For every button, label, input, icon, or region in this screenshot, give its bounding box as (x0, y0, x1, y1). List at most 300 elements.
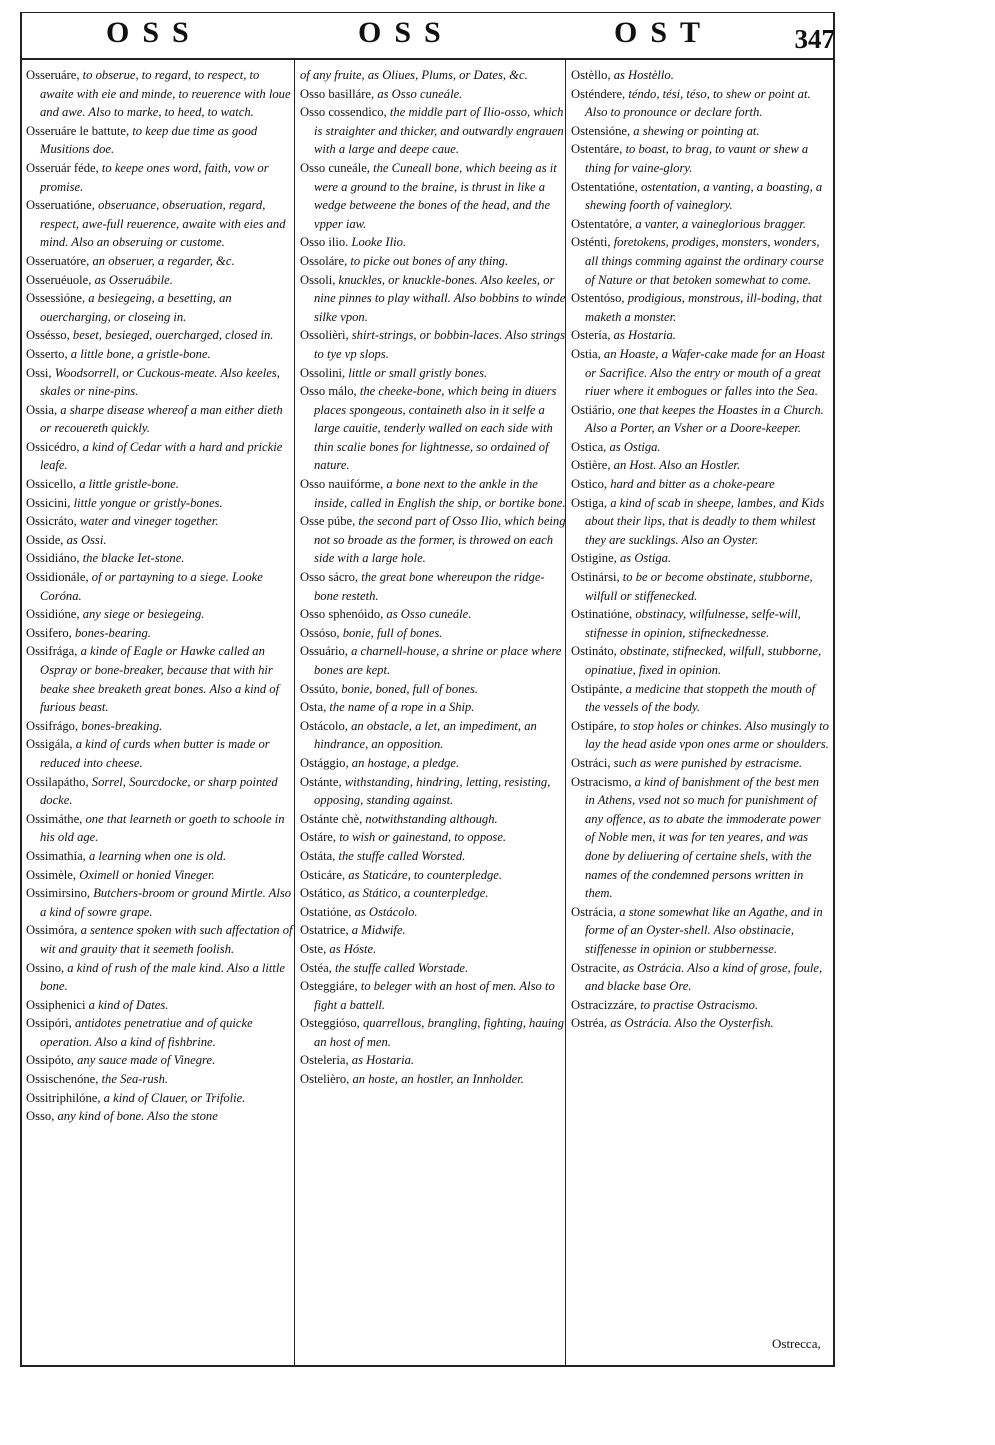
dictionary-entry (26, 642, 294, 716)
entry-headword: Osso sácro, (300, 570, 359, 585)
dictionary-entry (26, 549, 294, 568)
entry-headword: Osteggiáre, (300, 979, 358, 994)
entry-headword: Ostéa, (300, 960, 332, 975)
entry-headword: Ossipóto, (26, 1053, 74, 1068)
dictionary-entry (26, 810, 294, 847)
column-1 (26, 66, 294, 1126)
entry-definition: a besiegeing, a besetting, an ouercharging, or closeing in. (40, 291, 232, 324)
dictionary-entry (300, 940, 568, 959)
dictionary-entry (300, 810, 568, 829)
dictionary-entry (571, 773, 831, 903)
entry-definition: of or partayning to a siege. Looke Coróna. (40, 570, 263, 603)
entry-definition: little or small gristly bones. (348, 365, 488, 380)
entry-definition: a stone somewhat like an Agathe, and in forme of an Oyster-shell. Also obstinacie, stiffenesse in opinion or stubbernesse. (585, 904, 823, 956)
entry-definition: as Hostaria. (351, 1053, 415, 1068)
dictionary-entry (26, 159, 294, 196)
dictionary-entry (571, 475, 831, 494)
entry-headword: Osseruáre le battute, (26, 123, 130, 138)
entry-headword: Ostipánte, (571, 681, 623, 696)
entry-definition: as Hostèllo. (613, 68, 674, 82)
entry-headword: Osso basilláre, (300, 86, 375, 101)
entry-definition: an Host. Also an Hostler. (613, 458, 741, 473)
entry-definition: a kind of rush of the male kind. Also a little bone. (40, 960, 285, 994)
dictionary-entry (26, 438, 294, 475)
dictionary-entry (26, 1051, 294, 1070)
entry-definition: a kind of scab in sheepe, lambes, and Kids about their lips, that is deadly to them whilest they are sucklings. Also an Oyster. (585, 495, 825, 547)
entry-definition: as Hóste. (329, 941, 377, 956)
entry-headword: Ostatióne, (300, 904, 352, 919)
entry-headword: Ossidióne, (26, 607, 80, 622)
entry-definition: as Hostaria. (613, 328, 676, 343)
entry-headword: Osso, (26, 1109, 55, 1124)
entry-headword: Ostático, (300, 886, 346, 901)
entry-headword: Osteggióso, (300, 1016, 360, 1031)
entry-definition: a little bone, a gristle-bone. (70, 346, 211, 361)
dictionary-entry (26, 531, 294, 550)
entry-headword: Ossimáthe, (26, 811, 83, 826)
entry-headword: Osseruáre, (26, 68, 80, 82)
dictionary-entry (300, 159, 568, 233)
dictionary-entry (26, 401, 294, 438)
entry-headword: Osseruár féde, (26, 160, 99, 175)
entry-definition: a medicine that stoppeth the mouth of the vessels of the body. (585, 681, 816, 715)
dictionary-entry (571, 494, 831, 550)
entry-definition: as Osso cuneále. (386, 607, 472, 622)
entry-definition: knuckles, or knuckle-bones. Also keeles, or nine pinnes to play withall. Also bobbins to winde silke vpon. (314, 272, 566, 324)
dictionary-entry (26, 717, 294, 736)
entry-headword: Osso sphenóido, (300, 607, 384, 622)
dictionary-entry (26, 921, 294, 958)
dictionary-entry (571, 401, 831, 438)
entry-headword: Osticáre, (300, 867, 346, 882)
entry-definition: as Ostácolo. (354, 904, 418, 919)
entry-headword: Ostigine, (571, 551, 617, 566)
entry-headword: Ossidiáno, (26, 551, 80, 566)
dictionary-entry (300, 475, 568, 512)
entry-definition: as Ostiga. (609, 439, 661, 454)
dictionary-entry (571, 996, 831, 1015)
header-bottom-rule (20, 58, 835, 60)
dictionary-entry (26, 568, 294, 605)
column-3 (571, 66, 831, 1033)
entry-headword: Ostréa, (571, 1016, 608, 1031)
dictionary-entry (26, 289, 294, 326)
entry-definition: the great bone whereupon the ridge-bone resteth. (314, 570, 545, 603)
entry-definition: as Staticáre, to counterpledge. (348, 867, 503, 882)
dictionary-entry (300, 828, 568, 847)
entry-definition: ostentation, a vanting, a boasting, a shewing foorth of vaineglory. (585, 179, 823, 213)
entry-definition: Looke Ilio. (351, 235, 407, 250)
column-rule-1 (294, 60, 295, 1365)
entry-definition: to wish or gainestand, to oppose. (339, 830, 507, 845)
entry-headword: Ossifrága, (26, 644, 78, 659)
dictionary-entry (26, 1014, 294, 1051)
dictionary-entry (300, 103, 568, 159)
entry-definition: hard and bitter as a choke-peare (610, 477, 775, 492)
entry-definition: an obseruer, a regarder, &c. (92, 253, 235, 268)
dictionary-entry (26, 494, 294, 513)
entry-headword: Ostiga, (571, 495, 608, 510)
entry-headword: Ostinatióne, (571, 607, 633, 622)
entry-definition: an obstacle, a let, an impediment, an hindrance, an opposition. (314, 718, 537, 752)
dictionary-entry (300, 1014, 568, 1051)
dictionary-entry (571, 549, 831, 568)
entry-headword: Ostáre, (300, 830, 337, 845)
dictionary-entry (26, 475, 294, 494)
dictionary-entry (26, 122, 294, 159)
entry-headword: Ossésso, (26, 328, 70, 343)
entry-headword: Osso nauifórme, (300, 477, 384, 492)
entry-headword: Ossino, (26, 960, 65, 975)
entry-definition: a shewing or pointing at. (633, 123, 760, 138)
dictionary-entry (571, 438, 831, 457)
dictionary-entry (26, 847, 294, 866)
dictionary-entry (26, 252, 294, 271)
entry-headword: Ossicráto, (26, 514, 77, 529)
dictionary-entry (300, 884, 568, 903)
entry-headword: Ostráci, (571, 755, 611, 770)
dictionary-entry (571, 680, 831, 717)
entry-headword: Ostácolo, (300, 718, 348, 733)
dictionary-entry (300, 66, 568, 85)
entry-headword: Ostinársi, (571, 570, 620, 585)
entry-headword: Osse púbe, (300, 514, 356, 529)
entry-headword: Ostrácia, (571, 904, 617, 919)
column-2 (300, 66, 568, 1089)
dictionary-entry (300, 642, 568, 679)
entry-headword: Ostentáre, (571, 142, 623, 157)
dictionary-entry (26, 196, 294, 252)
dictionary-entry (571, 122, 831, 141)
dictionary-entry (571, 85, 831, 122)
entry-headword: Ossischenóne, (26, 1072, 99, 1087)
entry-definition: an hostage, a pledge. (351, 755, 460, 770)
entry-headword: Ostánte, (300, 774, 342, 789)
dictionary-entry (300, 866, 568, 885)
entry-headword: Ossimathía, (26, 848, 86, 863)
entry-definition: to boast, to brag, to vaunt or shew a thing for vaine-glory. (585, 142, 809, 175)
dictionary-entry (571, 66, 831, 85)
entry-headword: Ostico, (571, 477, 608, 492)
entry-definition: as Osseruábile. (94, 272, 173, 287)
dictionary-entry (571, 1014, 831, 1033)
entry-definition: a bone next to the ankle in the inside, called in English the ship, or bortike bone. (314, 477, 566, 510)
outer-right-rule (833, 12, 835, 1367)
entry-definition: as Ostiga. (619, 551, 672, 566)
entry-headword: Ostería, (571, 328, 611, 343)
entry-definition: to stop holes or chinkes. Also musingly to lay the head aside vpon ones arme or shoulders. (585, 718, 829, 752)
entry-headword: Ostentatióne, (571, 179, 638, 194)
entry-headword: Ossifero, (26, 625, 72, 640)
entry-headword: Ossolièri, (300, 328, 349, 343)
dictionary-entry (571, 345, 831, 401)
entry-headword: Ostiário, (571, 402, 615, 417)
entry-headword: Ossidionále, (26, 570, 89, 585)
entry-headword: Ossi, (26, 365, 52, 380)
entry-definition: to practise Ostracismo. (640, 997, 759, 1012)
dictionary-entry (300, 568, 568, 605)
entry-definition: to beleger with an host of men. Also to fight a battell. (314, 979, 555, 1012)
entry-headword: Oste, (300, 941, 327, 956)
dictionary-entry (571, 178, 831, 215)
entry-headword: Ossia, (26, 402, 58, 417)
entry-definition: the stuffe called Worsted. (338, 848, 466, 863)
entry-definition: any sauce made of Vinegre. (77, 1053, 216, 1068)
entry-definition: a Midwife. (351, 923, 406, 938)
dictionary-entry (300, 605, 568, 624)
entry-definition: obstinacy, wilfulnesse, selfe-will, stifnesse in opinion, stifneckednesse. (585, 607, 801, 640)
entry-headword: Ostica, (571, 439, 607, 454)
entry-headword: Osso málo, (300, 384, 357, 399)
entry-headword: Ossifrágo, (26, 718, 79, 733)
entry-headword: Ostière, (571, 458, 611, 473)
entry-definition: a vanter, a vaineglorious bragger. (635, 216, 807, 231)
dictionary-entry (300, 959, 568, 978)
dictionary-entry (571, 903, 831, 959)
dictionary-entry (300, 512, 568, 568)
entry-definition: water and vineger together. (79, 514, 219, 529)
entry-headword: Ostáta, (300, 848, 336, 863)
page-number: 347 (794, 24, 835, 54)
entry-definition: Butchers-broom or ground Mirtle. Also a kind of sowre grape. (40, 886, 292, 919)
dictionary-entry (26, 1089, 294, 1108)
entry-definition: a little gristle-bone. (79, 477, 179, 492)
dictionary-entry (300, 624, 568, 643)
dictionary-entry (300, 382, 568, 475)
entry-definition: one that learneth or goeth to schoole in his old age. (40, 811, 285, 845)
entry-headword: Ossitriphilóne, (26, 1090, 101, 1105)
entry-headword: Ossiphenici (26, 997, 86, 1012)
entry-definition: of any fruite, as Oliues, Plums, or Dates, &c. (300, 68, 528, 82)
dictionary-entry (26, 512, 294, 531)
dictionary-entry (300, 717, 568, 754)
dictionary-entry (300, 326, 568, 363)
entry-headword: Ossicédro, (26, 439, 80, 454)
entry-definition: the blacke Iet-stone. (82, 551, 185, 566)
dictionary-entry (571, 568, 831, 605)
entry-definition: a learning when one is old. (88, 848, 227, 863)
entry-headword: Ossipóri, (26, 1016, 72, 1031)
entry-headword: Ossimèle, (26, 867, 77, 882)
entry-definition: quarrellous, brangling, fighting, hauing an host of men. (314, 1016, 565, 1049)
entry-headword: Ossóso, (300, 625, 340, 640)
entry-definition: to keepe ones word, faith, vow or promise. (40, 160, 269, 194)
entry-definition: prodigious, monstrous, ill-boding, that maketh a monster. (585, 291, 822, 324)
entry-definition: a charnell-house, a shrine or place where bones are kept. (314, 644, 562, 677)
entry-definition: as Osso cuneále. (377, 86, 463, 101)
dictionary-entry (571, 456, 831, 475)
entry-definition: bones-breaking. (81, 718, 163, 733)
dictionary-entry (300, 680, 568, 699)
entry-definition: a kind of Dates. (88, 997, 169, 1012)
dictionary-entry (300, 233, 568, 252)
entry-headword: Osso ilio. (300, 235, 349, 250)
entry-definition: such as were punished by estracisme. (613, 755, 803, 770)
entry-definition: an Hoaste, a Wafer-cake made for an Hoast or Sacrifice. Also the entry or mouth of a great riuer where it embogues or falles into the Sea. (585, 346, 825, 399)
entry-definition: as Ostrácia. Also the Oysterfish. (610, 1016, 774, 1031)
dictionary-entry (300, 85, 568, 104)
entry-definition: to be or become obstinate, stubborne, wilfull or stiffenecked. (585, 570, 813, 603)
entry-headword: Osso cossendico, (300, 105, 387, 120)
entry-definition: the Sea-rush. (101, 1072, 169, 1087)
dictionary-entry (26, 66, 294, 122)
entry-definition: as Stático, a counterpledge. (348, 886, 489, 901)
dictionary-entry (300, 1070, 568, 1089)
dictionary-entry (26, 866, 294, 885)
dictionary-entry (300, 364, 568, 383)
entry-definition: bonie, boned, full of bones. (341, 681, 479, 696)
entry-definition: to keep due time as good Musitions doe. (40, 123, 258, 157)
dictionary-entry (571, 754, 831, 773)
dictionary-entry (300, 698, 568, 717)
dictionary-entry (300, 847, 568, 866)
catchword: Ostrecca, (772, 1336, 821, 1351)
dictionary-entry (26, 773, 294, 810)
header-right: OST (614, 16, 714, 49)
entry-definition: obseruance, obseruation, regard, respect, awe-full reuerence, awaite with eies and mind. Also an obseruing or custome. (40, 198, 286, 250)
dictionary-entry (26, 326, 294, 345)
header-left: OSS (106, 16, 202, 49)
dictionary-entry (26, 996, 294, 1015)
entry-definition: Woodsorrell, or Cuckous-meate. Also keeles, skales or nine-pins. (40, 365, 280, 399)
entry-definition: any kind of bone. Also the stone (57, 1109, 218, 1124)
entry-headword: Ossoláre, (300, 253, 348, 268)
entry-headword: Ostánte chè, (300, 811, 363, 826)
entry-definition: the name of a rope in a Ship. (329, 700, 475, 715)
entry-definition: beset, besieged, ouercharged, closed in. (72, 328, 274, 343)
entry-headword: Ostipáre, (571, 718, 617, 733)
dictionary-entry (26, 1070, 294, 1089)
entry-definition: notwithstanding although. (365, 811, 498, 826)
entry-headword: Ossolini, (300, 365, 346, 380)
dictionary-entry (300, 754, 568, 773)
entry-headword: Ossuário, (300, 644, 348, 659)
entry-headword: Ossessióne, (26, 291, 86, 306)
header-top-rule (20, 12, 835, 13)
entry-headword: Ostracizzáre, (571, 997, 638, 1012)
entry-headword: Osso cuneále, (300, 160, 370, 175)
entry-headword: Ostelièro, (300, 1072, 350, 1087)
entry-headword: Ostentatóre, (571, 216, 633, 231)
dictionary-entry (571, 215, 831, 234)
dictionary-entry (571, 605, 831, 642)
entry-definition: as Ossi. (66, 532, 107, 547)
entry-definition: antidotes penetratiue and of quicke operation. Also a kind of fishbrine. (40, 1016, 253, 1049)
dictionary-entry (571, 140, 831, 177)
dictionary-entry (300, 773, 568, 810)
dictionary-entry (300, 1051, 568, 1070)
dictionary-entry (300, 977, 568, 1014)
entry-definition: a kind of curds when butter is made or reduced into cheese. (40, 737, 270, 770)
entry-headword: Ostentóso, (571, 291, 625, 306)
entry-definition: bones-bearing. (74, 625, 151, 640)
dictionary-entry (26, 959, 294, 996)
dictionary-entry (26, 364, 294, 401)
dictionary-entry (26, 735, 294, 772)
dictionary-entry (26, 884, 294, 921)
dictionary-entry (571, 642, 831, 679)
entry-definition: to picke out bones of any thing. (350, 253, 509, 268)
dictionary-entry (26, 624, 294, 643)
entry-headword: Osside, (26, 532, 64, 547)
entry-definition: as Ostrácia. Also a kind of grose, foule, and blacke base Ore. (585, 960, 823, 994)
entry-definition: obstinate, stifnecked, wilfull, stubborne, opinatiue, fixed in opinion. (585, 644, 822, 677)
dictionary-entry (300, 252, 568, 271)
dictionary-entry (26, 605, 294, 624)
entry-headword: Ossicini, (26, 495, 71, 510)
entry-definition: an hoste, an hostler, an Innholder. (352, 1072, 524, 1087)
dictionary-entry (26, 271, 294, 290)
entry-headword: Ostatrice, (300, 923, 349, 938)
entry-definition: the stuffe called Worstade. (334, 960, 469, 975)
entry-headword: Osténti, (571, 235, 611, 250)
entry-definition: one that keepes the Hoastes in a Church. Also a Porter, an Vsher or a Doore-keeper. (585, 402, 824, 436)
entry-headword: Ostracismo, (571, 774, 632, 789)
entry-definition: shirt-strings, or bobbin-laces. Also strings to tye vp slops. (314, 328, 565, 361)
entry-headword: Ossúto, (300, 681, 339, 696)
entry-definition: foretokens, prodiges, monsters, wonders, all things comming against the ordinary course of Nature or that betoken somewhat to come. (585, 235, 824, 287)
dictionary-entry (300, 271, 568, 327)
dictionary-entry (571, 289, 831, 326)
entry-definition: a kind of Cedar with a hard and prickie leafe. (40, 439, 283, 473)
dictionary-entry (26, 1107, 294, 1126)
entry-definition: Sorrel, Sourcdocke, or sharp pointed docke. (40, 774, 278, 808)
entry-definition: téndo, tési, téso, to shew or point at. Also to pronounce or declare forth. (585, 86, 811, 120)
entry-headword: Ostináto, (571, 644, 617, 659)
entry-headword: Osseruéuole, (26, 272, 92, 287)
entry-definition: any siege or besiegeing. (82, 607, 205, 622)
entry-headword: Ostia, (571, 346, 601, 361)
entry-definition: Oximell or honied Vineger. (79, 867, 215, 882)
entry-headword: Osseruatióne, (26, 198, 95, 213)
entry-headword: Osteleria, (300, 1053, 349, 1068)
entry-headword: Ossigála, (26, 737, 73, 752)
dictionary-entry (300, 903, 568, 922)
dictionary-entry (300, 921, 568, 940)
outer-left-rule (20, 12, 22, 1367)
entry-definition: a kinde of Eagle or Hawke called an Ospray or bone-breaker, because that with hir beake shee breaketh great bones. Also a kind of furious beast. (40, 644, 280, 715)
entry-headword: Ostággio, (300, 755, 349, 770)
dictionary-entry (571, 717, 831, 754)
entry-definition: little yongue or gristly-bones. (73, 495, 223, 510)
entry-headword: Ostensióne, (571, 123, 631, 138)
entry-headword: Ossimirsino, (26, 886, 91, 901)
dictionary-entry (571, 233, 831, 289)
entry-definition: bonie, full of bones. (342, 625, 443, 640)
entry-headword: Osserto, (26, 346, 68, 361)
entry-headword: Ostracite, (571, 960, 620, 975)
entry-headword: Ostèllo, (571, 68, 611, 82)
entry-headword: Osta, (300, 700, 327, 715)
dictionary-entry (26, 345, 294, 364)
entry-definition: a sentence spoken with such affectation of wit and grauity that it seemeth foolish. (40, 923, 293, 956)
entry-definition: a sharpe disease whereof a man either dieth or recouereth quickly. (40, 402, 283, 436)
entry-definition: a kind of banishment of the best men in Athens, vsed not so much for punishment of any offence, as to abate the immoderate power of Noble men, it was for ten yeares, and was done by deliuering of certaine shels, with the names of the condemned persons written in them. (585, 774, 821, 901)
dictionary-entry (571, 326, 831, 345)
entry-headword: Ossicello, (26, 477, 77, 492)
entry-definition: the Cuneall bone, which beeing as it were a ground to the braine, is thrust in like a wedge betweene the bones of the head, and the vpper iaw. (314, 160, 557, 231)
entry-definition: a kind of Clauer, or Trifolie. (103, 1090, 246, 1105)
entry-definition: the second part of Osso Ilio, which being not so broade as the former, is throwed on each side with a large hole. (314, 514, 566, 566)
entry-headword: Osténdere, (571, 86, 626, 101)
entry-headword: Ossilapátho, (26, 774, 89, 789)
entry-headword: Ossoli, (300, 272, 336, 287)
entry-definition: the cheeke-bone, which being in diuers places spongeous, containeth also in it selfe a large cauitie, tenderly walled on each side with thin scalie bones for lightnesse, so ordained of nature. (314, 384, 557, 473)
bottom-rule (20, 1365, 835, 1367)
entry-headword: Osseruatóre, (26, 253, 90, 268)
entry-headword: Ossimóra, (26, 923, 78, 938)
entry-definition: withstanding, hindring, letting, resisting, opposing, standing against. (314, 774, 551, 808)
